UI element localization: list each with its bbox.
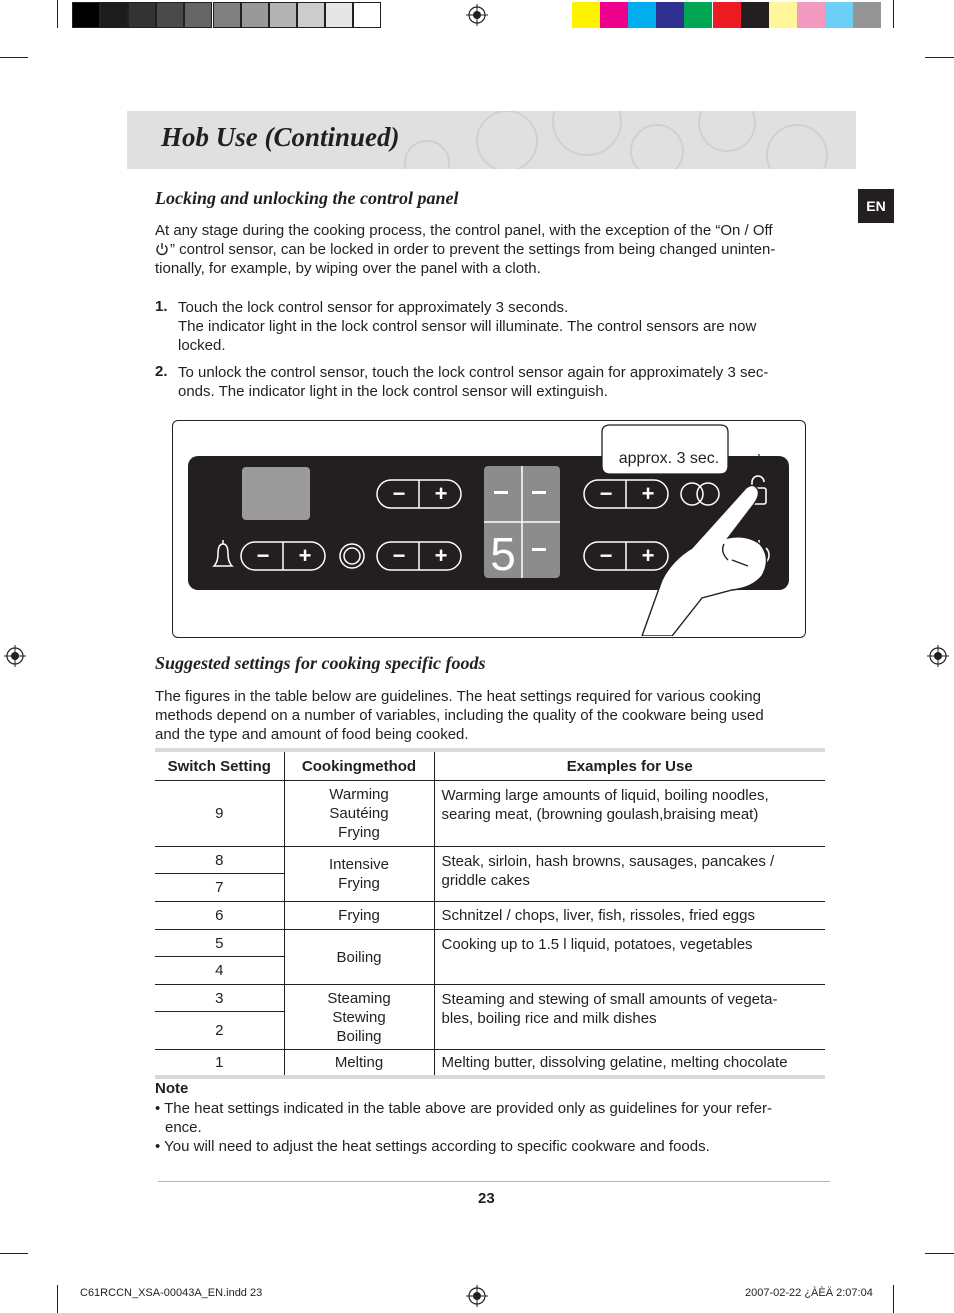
minus-button-label: − <box>599 543 613 568</box>
examples-cell <box>434 985 825 1050</box>
page-number: 23 <box>478 1190 495 1207</box>
switch-setting-cell: 8 <box>155 847 284 874</box>
plus-button-label: + <box>434 543 448 568</box>
control-panel-drawing <box>172 420 804 636</box>
example-line: searing meat, (browning goulash,braising meat) <box>441 806 759 823</box>
step-text: onds. The indicator light in the lock control sensor will extinguish. <box>178 383 608 400</box>
cooking-method-cell: Melting <box>284 1050 434 1077</box>
intro-paragraph-line: The figures in the table below are guidelines. The heat settings required for various cooking <box>155 688 761 705</box>
examples-cell <box>434 781 825 847</box>
examples-cell: Melting butter, dissolving gelatine, melting chocolate <box>434 1050 825 1077</box>
table-row <box>155 985 825 1012</box>
crop-mark <box>57 1285 58 1313</box>
panel-window <box>242 467 310 520</box>
method-line: Steaming <box>327 989 391 1007</box>
method-line: Intensive <box>328 856 390 873</box>
examples-cell: Cooking up to 1.5 l liquid, potatoes, vegetables <box>434 930 825 985</box>
plus-button-label: + <box>641 481 655 506</box>
step-text: The indicator light in the lock control sensor will illuminate. The control sensors are now <box>178 318 757 335</box>
process-color-swatch <box>600 2 628 28</box>
method-line: Sautéing <box>329 805 389 822</box>
process-color-swatch <box>797 2 825 28</box>
minus-button-label: − <box>256 543 270 568</box>
plus-button-label: + <box>641 543 655 568</box>
intro-paragraph-line: and the type and amount of food being cooked. <box>155 726 469 743</box>
examples-cell <box>434 847 825 902</box>
plus-button-label: + <box>298 543 312 568</box>
table-row <box>155 930 825 957</box>
intro-paragraph-line: At any stage during the cooking process, the control panel, with the exception of the “On / Off <box>155 222 773 239</box>
registration-mark-icon <box>466 4 488 26</box>
process-color-swatch <box>656 2 684 28</box>
gray-ramp-swatch <box>325 2 353 28</box>
minus-button-label: − <box>392 481 406 506</box>
table-header-row <box>155 750 825 781</box>
switch-setting-cell: 3 <box>155 985 284 1012</box>
language-badge: EN <box>858 189 894 223</box>
process-color-swatch <box>769 2 797 28</box>
gray-ramp-swatch <box>156 2 184 28</box>
process-color-swatch <box>713 2 741 28</box>
example-line: griddle cakes <box>441 872 530 889</box>
switch-setting-cell: 4 <box>155 957 284 985</box>
process-color-swatch <box>628 2 656 28</box>
method-line: Stewing <box>332 1008 386 1026</box>
switch-setting-cell: 7 <box>155 874 284 902</box>
minus-button-label: − <box>599 481 613 506</box>
registration-mark-icon <box>4 645 26 667</box>
crop-mark <box>0 1253 28 1254</box>
switch-setting-cell: 9 <box>155 781 284 847</box>
crop-mark <box>925 1253 954 1254</box>
process-color-swatch <box>825 2 853 28</box>
note-item: • You will need to adjust the heat settings according to specific cookware and foods. <box>155 1138 710 1155</box>
switch-setting-cell: 1 <box>155 1050 284 1077</box>
cooking-method-cell <box>284 781 434 847</box>
cooking-method-cell <box>284 847 434 902</box>
crop-mark <box>0 57 28 58</box>
crop-mark <box>57 0 58 28</box>
section-heading-suggested-settings: Suggested settings for cooking specific foods <box>155 653 486 673</box>
gray-ramp-swatch <box>213 2 241 28</box>
example-line: Steaming and stewing of small amounts of vegeta- <box>441 991 778 1008</box>
cooking-settings-table <box>155 748 825 1079</box>
date-slug: 2007-02-22 ¿ÀÈÄ 2:07:04 <box>745 1287 873 1299</box>
gray-ramp-swatch <box>241 2 269 28</box>
switch-setting-cell: 6 <box>155 902 284 930</box>
method-line: Frying <box>338 875 380 892</box>
crop-mark <box>925 57 954 58</box>
process-color-swatch <box>853 2 881 28</box>
section-heading-locking: Locking and unlocking the control panel <box>155 188 459 208</box>
registration-mark-icon <box>927 645 949 667</box>
crop-mark <box>893 1285 894 1313</box>
switch-setting-cell: 2 <box>155 1012 284 1050</box>
page-title: Hob Use (Continued) <box>161 122 400 152</box>
note-item: • The heat settings indicated in the table above are provided only as guidelines for your refer- <box>155 1100 773 1117</box>
intro-paragraph-line: tionally, for example, by wiping over the panel with a cloth. <box>155 260 541 277</box>
callout-text: approx. 3 sec. <box>618 450 720 467</box>
table-header: Switch Setting <box>155 750 284 781</box>
gray-ramp-swatch <box>128 2 156 28</box>
step-text: Touch the lock control sensor for approximately 3 seconds. <box>178 299 569 316</box>
crop-mark <box>893 0 894 28</box>
method-line: Frying <box>338 824 380 841</box>
process-color-swatch <box>572 2 600 28</box>
file-slug: C61RCCN_XSA-00043A_EN.indd 23 <box>80 1287 263 1299</box>
example-line: Warming large amounts of liquid, boiling noodles, <box>441 787 769 804</box>
table-row <box>155 847 825 874</box>
gray-ramp-swatch <box>100 2 128 28</box>
minus-button-label: − <box>392 543 406 568</box>
method-line: Warming <box>329 786 389 803</box>
step-number: 1. <box>155 298 168 315</box>
power-icon <box>155 242 169 256</box>
intro-paragraph-line: methods depend on a number of variables, including the quality of the cookware being used <box>155 707 764 724</box>
process-color-swatch <box>684 2 712 28</box>
plus-button-label: + <box>434 481 448 506</box>
examples-cell: Schnitzel / chops, liver, fish, rissoles, fried eggs <box>434 902 825 930</box>
gray-ramp-swatch <box>184 2 212 28</box>
note-item: ence. <box>165 1119 202 1136</box>
gray-ramp-swatch <box>269 2 297 28</box>
display-digit: 5 <box>490 528 516 580</box>
footer-rule <box>158 1181 830 1182</box>
step-text: To unlock the control sensor, touch the lock control sensor again for approximately 3 sec- <box>178 364 769 381</box>
gray-ramp-swatch <box>297 2 325 28</box>
gray-ramp-swatch <box>353 2 381 28</box>
cooking-method-cell: Frying <box>284 902 434 930</box>
example-line: Steak, sirloin, hash browns, sausages, pancakes / <box>441 853 775 870</box>
table-row <box>155 781 825 847</box>
table-header: Cookingmethod <box>284 750 434 781</box>
table-header: Examples for Use <box>434 750 825 781</box>
method-line: Boiling <box>336 1027 382 1045</box>
intro-paragraph-line: ” control sensor, can be locked in order to prevent the settings from being changed uninten- <box>170 241 776 258</box>
note-heading: Note <box>155 1080 189 1097</box>
table-row <box>155 902 825 930</box>
process-color-swatch <box>741 2 769 28</box>
step-number: 2. <box>155 363 168 380</box>
step-text: locked. <box>178 337 226 354</box>
registration-mark-icon <box>466 1285 488 1307</box>
table-row <box>155 1050 825 1077</box>
gray-ramp-swatch <box>72 2 100 28</box>
switch-setting-cell: 5 <box>155 930 284 957</box>
example-line: bles, boiling rice and milk dishes <box>441 1010 657 1027</box>
cooking-method-cell: Boiling <box>284 930 434 985</box>
cooking-method-cell <box>284 985 434 1050</box>
